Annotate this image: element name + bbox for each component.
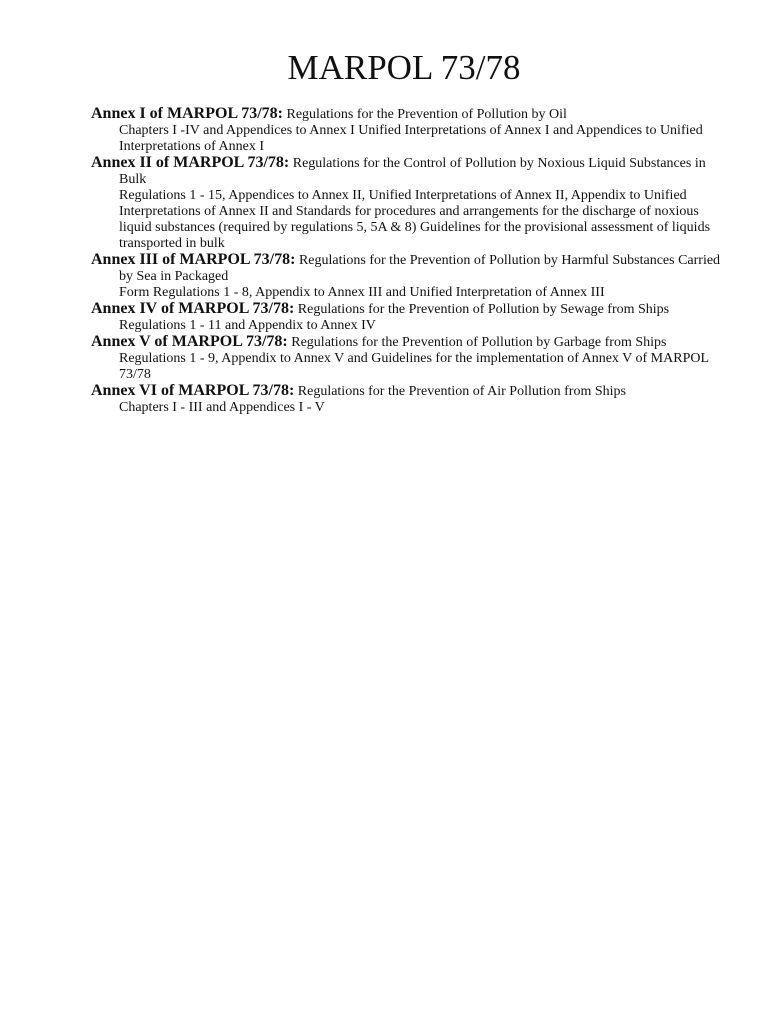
annex-detail: Chapters I - III and Appendices I - V [119,400,325,415]
annex-item-6 [91,383,731,416]
annex-description: Regulations for the Prevention of Air Pollution from Ships [297,384,626,399]
annex-heading [91,155,731,188]
annex-heading [91,383,731,400]
annex-detail: Regulations 1 - 9, Appendix to Annex V and Guidelines for the implementation of Annex V of MARPOL 73/78 [119,351,709,382]
annex-heading [91,252,731,285]
annex-item-4 [91,301,731,334]
annex-detail: Regulations 1 - 15, Appendices to Annex II, Unified Interpretations of Annex II, Appendix to Unified Interpretations of Annex II and Standards for procedures and arrangements for the discharge of noxious liquid substances (required by regulations 5, 5A & 8) Guidelines for the provisional assessment of liquids transported in bulk [119,188,711,251]
annex-description: Regulations for the Prevention of Pollution by Sewage from Ships Regulations 1 - 11 and Appendix to Annex IV [119,302,670,333]
page-title: MARPOL 73/78 [287,48,521,87]
annex-name: Annex III of MARPOL 73/78: [91,251,296,268]
annex-heading [91,334,731,351]
annex-item-2 [91,155,731,252]
annex-heading [91,301,731,334]
annex-description: Regulations for the Prevention of Pollution by Oil [286,107,567,122]
annex-description: Regulations for the Prevention of Pollution by Garbage from Ships [291,335,667,350]
annex-name: Annex IV of MARPOL 73/78: [91,300,295,317]
annex-detail: Chapters I -IV and Appendices to Annex I Unified Interpretations of Annex I and Appendices to Unified Interpretations of Annex I [119,123,703,154]
annex-name: Annex VI of MARPOL 73/78: [91,382,295,399]
annex-item-1 [91,106,731,155]
annex-item-3 [91,252,731,301]
annex-name: Annex II of MARPOL 73/78: [91,154,290,171]
annex-name: Annex I of MARPOL 73/78: [91,105,283,122]
annex-detail: Form Regulations 1 - 8, Appendix to Annex III and Unified Interpretation of Annex III [119,285,605,300]
annex-item-5 [91,334,731,383]
annex-description: Regulations for the Control of Pollution by Noxious Liquid Substances in Bulk [119,156,706,187]
annex-list [91,106,731,416]
annex-heading [91,106,731,123]
annex-name: Annex V of MARPOL 73/78: [91,333,288,350]
annex-description: Regulations for the Prevention of Pollution by Harmful Substances Carried by Sea in Packaged [119,253,721,284]
